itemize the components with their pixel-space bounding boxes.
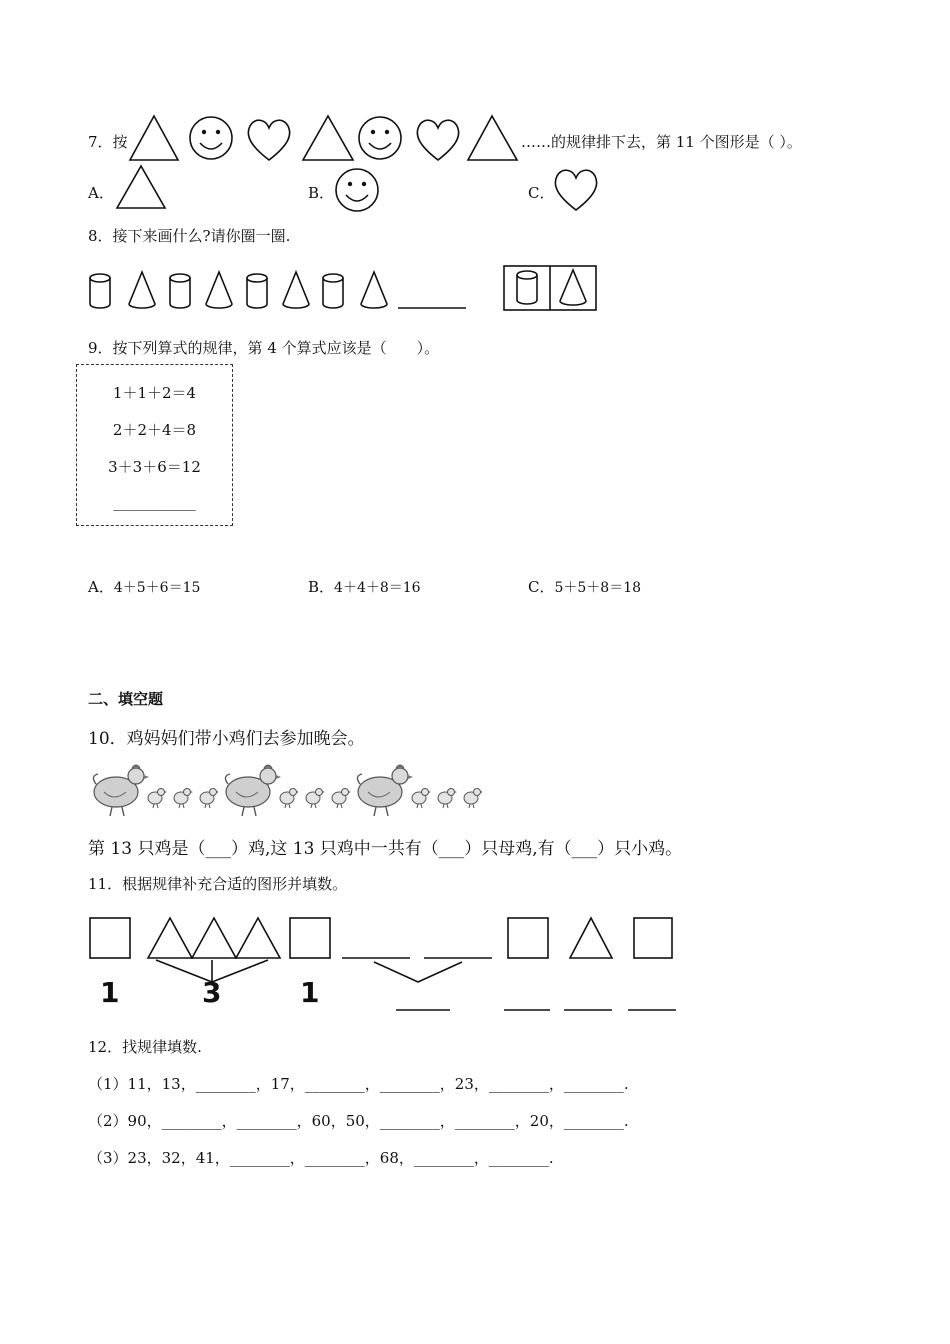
q11-number-3: 3	[202, 976, 222, 1009]
q9-equation-3: 3＋3＋6＝12	[108, 458, 201, 476]
smiley-icon	[334, 167, 380, 213]
q9-option-a	[88, 576, 200, 597]
q9-text: 9．按下列算式的规律，第 4 个算式应该是（ ）。	[88, 339, 440, 357]
q12-line-3: （3）23，32，41，________，________，68，________，________.	[88, 1149, 554, 1167]
q7-sequence-svg	[126, 114, 521, 164]
q9-option-b-label: B．	[308, 578, 335, 596]
q10-chickens	[90, 760, 485, 818]
chick-icon	[464, 789, 483, 809]
cylinder-icon	[170, 274, 190, 308]
q9-option-b-value: 4＋4＋8＝16	[334, 580, 421, 596]
chick-icon	[306, 789, 325, 809]
chick-icon	[174, 789, 193, 809]
q11-diagram	[88, 912, 683, 972]
triangle-icon	[192, 918, 236, 958]
q9-option-a-label: A．	[88, 578, 114, 596]
q9-equation-1: 1＋1＋2＝4	[112, 384, 197, 402]
square-icon	[90, 918, 130, 958]
q8-text: 8．接下来画什么?请你圈一圈.	[88, 227, 291, 245]
q11-number-1: 1	[100, 976, 120, 1009]
square-icon	[290, 918, 330, 958]
triangle-icon	[303, 116, 353, 160]
cone-icon	[283, 272, 309, 308]
q12-text: 12．找规律填数.	[88, 1038, 202, 1056]
q7-suffix: ……的规律排下去，第 11 个图形是（ ）。	[521, 133, 802, 151]
q9-option-c	[528, 576, 641, 597]
q7-option-b-label: B．	[308, 184, 335, 202]
chick-icon	[438, 789, 457, 809]
cylinder-icon	[323, 274, 343, 308]
triangle-icon	[468, 116, 517, 160]
cylinder-icon	[247, 274, 267, 308]
chick-icon	[412, 789, 431, 809]
q10-question: 第 13 只鸡是（___）鸡,这 13 只鸡中一共有（___）只母鸡,有（___）只小鸡。	[88, 839, 683, 859]
q7-option-c-label: C．	[528, 184, 555, 202]
cone-icon	[206, 272, 232, 308]
q11-number-1b: 1	[300, 976, 320, 1009]
chick-icon	[332, 789, 351, 809]
triangle-icon	[148, 918, 192, 958]
hen-icon	[225, 765, 281, 816]
square-icon	[634, 918, 672, 958]
q12-line-1: （1）11，13，________，17，________，________，23，________，________.	[88, 1075, 629, 1093]
chick-icon	[200, 789, 219, 809]
cylinder-icon	[517, 271, 537, 304]
hen-icon	[357, 765, 413, 816]
q9-equation-2: 2＋2＋4＝8	[112, 421, 197, 439]
q7-number: 7．按	[88, 133, 128, 151]
q9-equation-blank: ___________	[113, 493, 196, 511]
q11-number-blanks	[380, 1006, 680, 1014]
triangle-icon	[236, 918, 280, 958]
q10-text: 10．鸡妈妈们带小鸡们去参加晚会。	[88, 729, 365, 749]
smiley-icon	[190, 117, 232, 159]
q8-shapes	[86, 262, 601, 314]
heart-icon	[417, 120, 458, 160]
q9-option-a-value: 4＋5＋6＝15	[113, 580, 201, 596]
cone-icon	[361, 272, 387, 308]
q9-option-c-value: 5＋5＋8＝18	[554, 580, 642, 596]
section-title: 二、填空题	[88, 690, 164, 708]
triangle-icon	[113, 164, 169, 210]
triangle-icon	[570, 918, 612, 958]
q9-option-c-label: C．	[528, 578, 555, 596]
q11-text: 11．根据规律补充合适的图形并填数。	[88, 875, 348, 893]
cone-icon	[560, 270, 586, 305]
q7-option-a-label: A．	[88, 184, 114, 202]
heart-icon	[248, 120, 289, 160]
chick-icon	[280, 789, 299, 809]
square-icon	[508, 918, 548, 958]
q12-line-2: （2）90，________，________，60，50，________，________，20，________.	[88, 1112, 629, 1130]
q7-sequence	[126, 114, 521, 164]
heart-icon	[552, 166, 600, 212]
chick-icon	[148, 789, 167, 809]
cylinder-icon	[90, 274, 110, 308]
q9-equation-box	[76, 364, 233, 526]
smiley-icon	[359, 117, 401, 159]
cone-icon	[129, 272, 155, 308]
triangle-icon	[130, 116, 178, 160]
q9-option-b	[308, 576, 421, 597]
hen-icon	[93, 765, 149, 816]
